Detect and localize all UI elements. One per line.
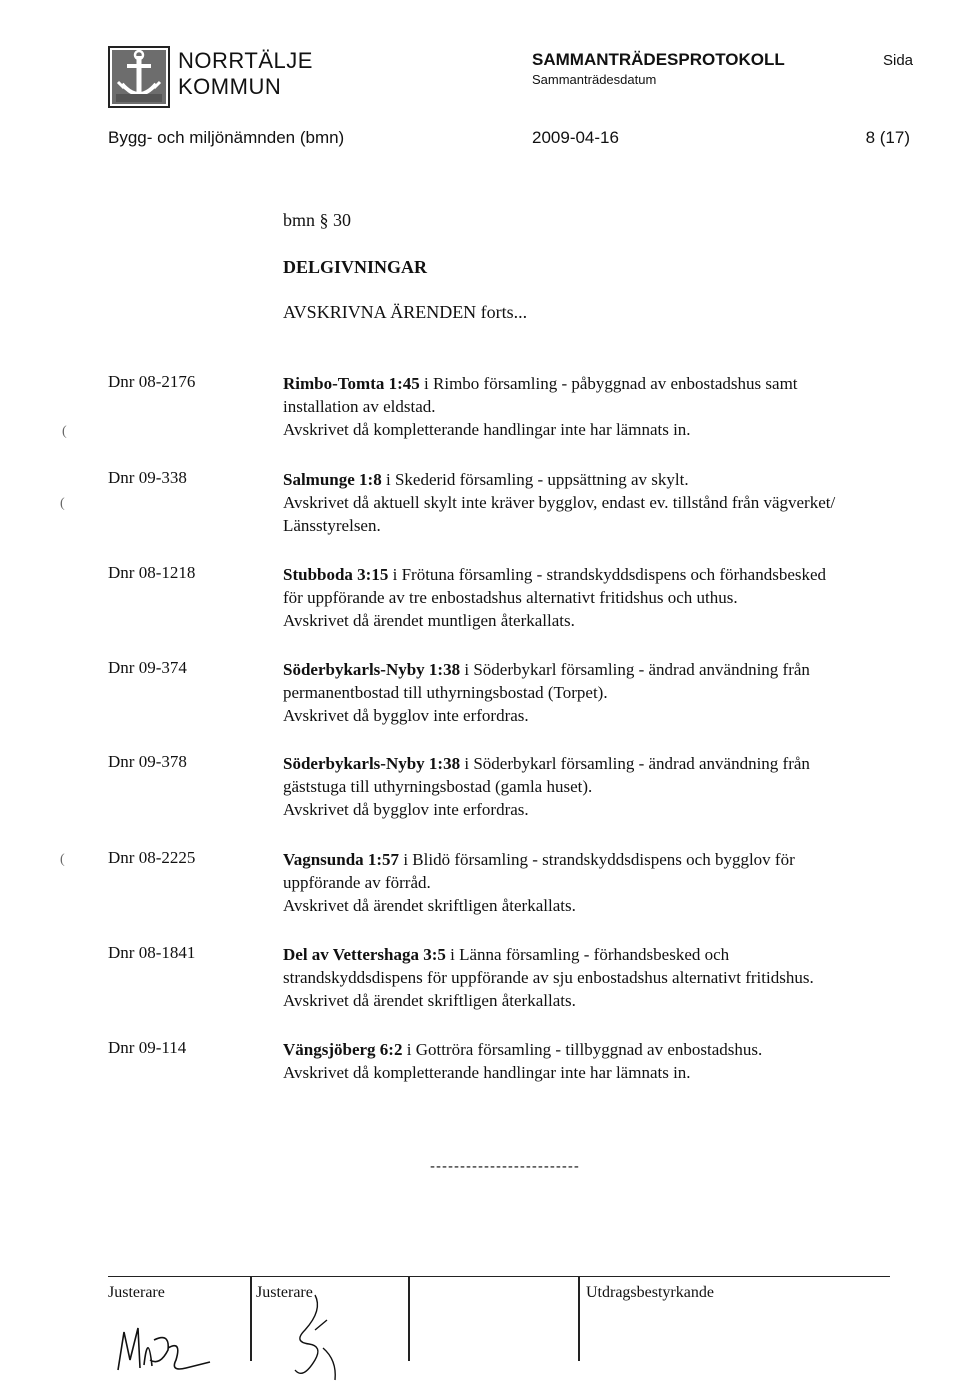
case-dnr: Dnr 08-1841	[108, 943, 196, 962]
case-property: Söderbykarls-Nyby 1:38	[283, 660, 461, 679]
case-description: i Skederid församling - uppsättning av skylt.	[381, 470, 689, 489]
case-line2: permanentbostad till uthyrningsbostad (Torpet).	[283, 683, 608, 702]
case-line2: strandskyddsdispens för uppförande av sju enbostadshus alternativt fritidshus.	[283, 968, 814, 987]
case-line2: installation av eldstad.	[283, 397, 436, 416]
end-separator: -------------------------	[430, 1158, 580, 1175]
case-line2: gäststuga till uthyrningsbostad (gamla huset).	[283, 777, 593, 796]
case-line2: för uppförande av tre enbostadshus alternativt fritidshus och uthus.	[283, 588, 738, 607]
case-line1	[283, 372, 923, 395]
signature-label-utdragsbestyrkande: Utdragsbestyrkande	[586, 1284, 714, 1301]
case-line2: Avskrivet då aktuell skylt inte kräver bygglov, endast ev. tillstånd från vägverket/	[283, 493, 836, 512]
case-line1	[283, 752, 923, 775]
case-dnr: Dnr 08-1218	[108, 563, 196, 582]
case-line3: Avskrivet då kompletterande handlingar inte har lämnats in.	[283, 420, 691, 439]
case-property: Vagnsunda 1:57	[283, 850, 400, 869]
case-line3: Avskrivet då ärendet muntligen återkallats.	[283, 611, 575, 630]
page-number: 8 (17)	[865, 128, 910, 147]
case-description: i Rimbo församling - påbyggnad av enbostadshus samt	[419, 374, 798, 393]
section-heading: DELGIVNINGAR	[283, 257, 428, 277]
case-line1	[283, 848, 923, 871]
case-line1	[283, 943, 923, 966]
meeting-date: 2009-04-16	[532, 128, 619, 147]
signature-label-justerare-2: Justerare	[256, 1284, 313, 1301]
municipality-logo	[108, 46, 170, 108]
case-line3: Avskrivet då ärendet skriftligen återkallats.	[283, 896, 576, 915]
case-description: i Gottröra församling - tillbyggnad av enbostadshus.	[402, 1040, 763, 1059]
case-entry	[283, 563, 923, 632]
section-subheading: AVSKRIVNA ÄRENDEN forts...	[283, 302, 528, 322]
case-dnr: Dnr 08-2225	[108, 848, 196, 867]
case-description: i Länna församling - förhandsbesked och	[445, 945, 730, 964]
signature-divider	[250, 1276, 252, 1361]
paragraph-number: bmn § 30	[283, 210, 352, 230]
case-dnr: Dnr 08-2176	[108, 372, 196, 391]
document-subtitle: Sammanträdesdatum	[532, 72, 657, 87]
signature-divider	[408, 1276, 410, 1361]
case-line3: Avskrivet då bygglov inte erfordras.	[283, 706, 529, 725]
case-line1	[283, 468, 923, 491]
page-label: Sida	[883, 52, 914, 69]
case-entry	[283, 752, 923, 821]
case-dnr: Dnr 09-338	[108, 468, 187, 487]
case-entry	[283, 1038, 923, 1084]
signature-label-justerare-1: Justerare	[108, 1284, 165, 1301]
case-property: Söderbykarls-Nyby 1:38	[283, 754, 461, 773]
case-line3: Länsstyrelsen.	[283, 516, 381, 535]
handwritten-initials-2	[275, 1290, 355, 1385]
signature-divider	[578, 1276, 580, 1361]
case-dnr: Dnr 09-378	[108, 752, 187, 771]
case-dnr: Dnr 09-114	[108, 1038, 187, 1057]
case-entry	[283, 848, 923, 917]
case-property: Vängsjöberg 6:2	[283, 1040, 403, 1059]
committee-name: Bygg- och miljönämnden (bmn)	[108, 128, 345, 147]
handwritten-initials-1	[110, 1310, 230, 1380]
case-line2: uppförande av förråd.	[283, 873, 431, 892]
case-property: Del av Vettershaga 3:5	[283, 945, 446, 964]
case-property: Rimbo-Tomta 1:45	[283, 374, 420, 393]
case-line3: Avskrivet då ärendet skriftligen återkallats.	[283, 991, 576, 1010]
document-title: SAMMANTRÄDESPROTOKOLL	[532, 50, 785, 69]
org-name-line1: NORRTÄLJE	[178, 48, 313, 73]
case-entry	[283, 658, 923, 727]
case-description: i Blidö församling - strandskyddsdispens och bygglov för	[399, 850, 795, 869]
case-entry	[283, 468, 923, 537]
case-entry	[283, 943, 923, 1012]
case-line1	[283, 658, 923, 681]
case-line3: Avskrivet då bygglov inte erfordras.	[283, 800, 529, 819]
case-line2: Avskrivet då kompletterande handlingar inte har lämnats in.	[283, 1063, 691, 1082]
case-line1	[283, 1038, 923, 1061]
case-property: Salmunge 1:8	[283, 470, 382, 489]
org-name-line2: KOMMUN	[178, 74, 282, 99]
scan-artifact: (	[60, 852, 65, 867]
signature-line	[108, 1276, 890, 1277]
scan-artifact: (	[62, 424, 67, 439]
case-description: i Söderbykarl församling - ändrad användning från	[460, 660, 810, 679]
case-line1	[283, 563, 923, 586]
case-dnr: Dnr 09-374	[108, 658, 187, 677]
case-property: Stubboda 3:15	[283, 565, 389, 584]
case-description: i Frötuna församling - strandskyddsdispens och förhandsbesked	[388, 565, 827, 584]
case-description: i Söderbykarl församling - ändrad användning från	[460, 754, 810, 773]
case-entry	[283, 372, 923, 441]
scan-artifact: (	[60, 496, 65, 511]
